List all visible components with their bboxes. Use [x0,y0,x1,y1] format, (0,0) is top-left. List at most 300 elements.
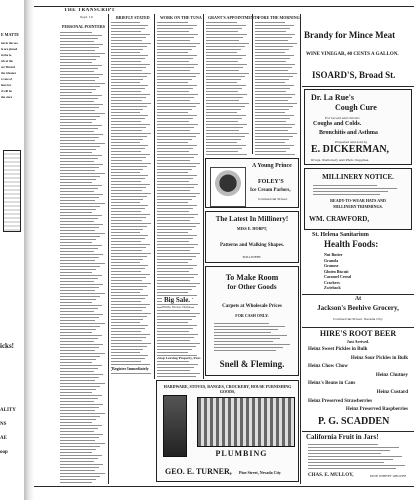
text-line [111,352,140,353]
text-line [111,64,150,65]
text-line [60,302,92,303]
list-item: AE [0,436,7,441]
text-line [206,49,241,50]
text-line [60,275,102,276]
text-line [60,305,102,306]
col1-text [60,32,106,484]
text-line [308,453,381,454]
text-line [111,103,151,104]
text-line [157,31,189,32]
text-line [255,85,294,86]
jackson-sub: Commercial Street, Nevada City. [333,317,383,321]
text-line [157,94,198,95]
make-room-footer: Snell & Fleming. [219,359,285,369]
larue-product: Cough Cure [335,103,377,112]
text-line [111,256,147,257]
text-line [206,121,238,122]
text-line [60,464,103,465]
text-line [111,109,143,110]
text-line [60,176,100,177]
text-line [111,358,145,359]
text-line [60,188,98,189]
text-line [111,31,141,32]
text-line [111,313,151,314]
text-line [60,191,94,192]
left-strip-bottom [0,404,24,460]
text-line [111,127,146,128]
text-line [157,217,194,218]
text-line [206,106,245,107]
text-line [60,65,102,66]
text-line [111,184,150,185]
text-line [60,239,96,240]
text-line [111,304,150,305]
text-line [255,127,292,128]
text-line [60,299,96,300]
text-line [60,320,95,321]
text-line [111,343,151,344]
text-line [111,163,151,164]
text-line [60,131,94,132]
text-line [206,46,245,47]
text-line [60,77,99,78]
text-line [60,314,103,315]
text-line [255,73,297,74]
text-line [111,232,140,233]
text-line [60,32,92,33]
text-line [111,133,151,134]
text-line [60,140,95,141]
text-line [111,298,145,299]
text-line [60,422,92,423]
text-line [214,326,285,327]
text-line [60,461,94,462]
text-line [60,290,95,291]
text-line [111,52,140,53]
top-border [34,6,414,7]
text-line [111,346,147,347]
text-line [60,389,96,390]
text-line [157,187,194,188]
text-line [313,188,397,189]
text-line [214,332,271,333]
california-dealer: CHAS. E. MULLOY, [308,473,354,478]
text-line [111,28,145,29]
text-line [111,208,145,209]
text-line [111,40,142,41]
text-line [60,449,96,450]
text-line [255,25,294,26]
text-line [157,376,196,377]
text-line [60,107,99,108]
text-line [157,118,193,119]
text-line [157,103,200,104]
text-line [60,263,105,264]
text-line [157,250,190,251]
text-line [206,73,249,74]
col-rule-5 [300,14,301,484]
text-line [157,52,188,53]
millinery-notice-ad [304,168,412,230]
text-line [60,146,100,147]
text-line [206,136,245,137]
text-line [60,323,105,324]
text-line [111,364,150,365]
text-line [255,112,285,113]
text-line [157,130,190,131]
text-line [206,67,243,68]
text-line [111,289,143,290]
text-line [157,61,189,62]
list-item: ich of the [1,59,13,63]
text-line [157,34,198,35]
text-line [60,143,105,144]
text-line [111,247,146,248]
text-line [60,95,102,96]
text-line [206,79,241,80]
text-line [157,286,196,287]
text-line [111,190,142,191]
text-line [157,190,190,191]
millinery-notice-title: MILLINERY NOTICE. [322,173,394,181]
text-line [157,160,190,161]
latest-millinery-ad [205,211,299,263]
text-line [60,59,96,60]
hardware-address: Pine Street, Nevada City [239,470,281,475]
text-line [313,185,377,186]
text-line [206,109,241,110]
text-line [111,34,150,35]
text-line [206,112,237,113]
text-line [206,58,242,59]
text-line [111,229,143,230]
text-line [157,235,197,236]
col4-text [206,22,250,157]
text-line [111,259,143,260]
text-line [60,47,99,48]
text-line [157,151,189,152]
text-line [111,172,140,173]
text-line [60,446,100,447]
text-line [60,272,92,273]
text-line [255,58,290,59]
text-line [157,337,194,338]
millinery-notice-line1: READY-TO-WEAR HATS AND [330,198,386,203]
text-line [206,130,239,131]
text-line [60,386,100,387]
list-item: Caramel Cereal [324,274,352,279]
text-line [60,134,103,135]
text-line [157,28,193,29]
left-strip-ornament [3,150,21,232]
text-line [111,178,145,179]
text-line [60,80,95,81]
text-line [60,179,96,180]
text-line [111,112,140,113]
col-rule-1 [108,14,109,484]
text-line [60,353,105,354]
text-line [157,172,188,173]
text-line [206,82,237,83]
text-line [60,338,98,339]
millinery-notice-text [313,185,405,195]
text-line [157,334,198,335]
text-line [111,25,148,26]
text-line [60,104,103,105]
text-line [157,115,197,116]
text-line [111,157,146,158]
register-notice: Register Immediately [112,366,149,371]
hardware-ad [156,380,299,482]
list-item: Heinz Chutney [375,372,408,378]
text-line [255,154,295,155]
text-line [111,316,147,317]
make-room-title2: for Other Goods [227,283,277,291]
text-line [206,97,243,98]
text-line [157,85,197,86]
ice-cream-illustration [210,167,246,207]
text-line [206,37,243,38]
text-line [111,262,140,263]
text-line [60,437,99,438]
text-line [111,193,151,194]
california-details [308,444,408,470]
text-line [206,52,237,53]
col3-heading: WORK ON THE TUNA [160,15,202,20]
larue-name: Dr. La Rue's [311,93,355,102]
text-line [308,447,399,448]
text-line [60,293,105,294]
text-line [60,347,99,348]
list-item: a vote of [1,77,12,81]
list-item: Heinz Chow Chow [308,364,349,370]
list-item: Heinz Sour Pickles in Bulk [350,355,408,361]
text-line [111,280,142,281]
text-line [157,97,194,98]
text-line [60,329,96,330]
text-line [60,410,95,411]
text-line [111,205,148,206]
text-line [60,98,98,99]
text-line [111,79,143,80]
text-line [111,334,150,335]
text-line [111,271,141,272]
text-line [157,361,189,362]
text-line [206,118,242,119]
text-line [206,145,246,146]
text-line [111,340,142,341]
text-line [60,470,95,471]
text-line [157,370,190,371]
text-line [255,103,297,104]
text-line [255,124,295,125]
col-rule-3 [203,14,204,379]
text-line [60,356,100,357]
text-line [60,359,96,360]
storage-notice: Stop Leaving Property, Furs [158,356,201,360]
text-line [214,347,283,348]
text-line [157,37,194,38]
text-line [255,82,285,83]
text-line [157,283,200,284]
text-line [157,316,196,317]
text-line [157,241,189,242]
text-line [111,145,148,146]
text-line [157,145,197,146]
text-line [111,268,145,269]
text-line [111,274,150,275]
text-line [255,40,288,41]
text-line [157,325,197,326]
hires-dealer: P. G. SCADDEN [318,416,390,427]
text-line [157,268,193,269]
list-item: in the lo [1,53,12,57]
young-prince-title: A Young Prince [252,163,292,169]
text-line [214,323,269,324]
left-strip-header: E MATTE [1,32,20,37]
text-line [157,178,193,179]
text-line [308,444,378,445]
text-line [60,149,96,150]
text-line [60,152,92,153]
text-line [111,220,142,221]
list-item: Granola [324,257,339,263]
text-line [157,232,188,233]
hires-title: HIRE'S ROOT BEER [319,329,397,338]
list-item: Granose [324,263,339,268]
california-title: California Fruit in Jars! [306,433,379,441]
text-line [206,154,247,155]
text-line [206,55,246,56]
text-line [206,142,237,143]
list-item: ine in the sea [1,41,18,45]
text-line [60,281,94,282]
text-line [214,350,276,351]
larue-line2: Coughs and Colds. [313,121,362,127]
text-line [157,214,198,215]
text-line [157,49,192,50]
text-line [255,151,286,152]
text-line [214,329,278,330]
page-fold [24,0,34,500]
make-room-cash: FOR CASH ONLY. [235,313,269,318]
text-line [157,181,189,182]
text-line [60,467,99,468]
text-line [111,295,148,296]
text-line [60,56,100,57]
st-helena-title: St. Helena Sanitarium [312,232,369,238]
text-line [157,22,188,23]
big-sale-sub: White Stone China [162,305,191,309]
text-line [157,280,190,281]
text-line [111,139,143,140]
text-line [206,25,246,26]
text-line [157,193,200,194]
text-line [111,238,145,239]
text-line [111,166,147,167]
text-line [60,440,95,441]
text-line [157,136,196,137]
text-line [157,166,196,167]
text-line [157,40,190,41]
text-line [255,67,292,68]
text-line [111,373,151,374]
text-line [157,100,190,101]
text-line [308,450,390,451]
text-line [157,262,188,263]
text-line [157,364,198,365]
text-line [157,67,194,68]
text-line [111,136,147,137]
millinery-notice-name: WM. CRAWFORD, [309,215,370,223]
list-item: Heinz Preserved Strawberries [308,398,373,404]
text-line [60,362,92,363]
text-line [60,41,94,42]
text-line [255,133,297,134]
right-rule-3 [302,327,414,328]
text-line [60,86,100,87]
text-line [255,148,290,149]
text-line [255,61,286,62]
text-line [60,251,94,252]
text-line [60,473,105,474]
millinery-notice-line2: MILLINERY TRIMMINGS. [333,204,383,209]
hires-sub: Just Arrived. [346,339,370,344]
text-line [111,97,146,98]
text-line [255,130,288,131]
text-line [111,73,151,74]
text-line [111,202,140,203]
text-line [60,413,105,414]
text-line [157,253,200,254]
text-line [111,214,150,215]
text-line [111,70,142,71]
text-line [157,352,188,353]
text-line [157,289,192,290]
text-line [111,217,146,218]
text-line [60,137,99,138]
text-line [60,287,99,288]
st-helena-ad [304,232,412,294]
text-line [111,169,143,170]
text-line [111,151,141,152]
text-line [157,277,194,278]
text-line [60,383,105,384]
text-line [157,247,194,248]
text-line [206,40,239,41]
list-item: oop [0,450,8,455]
text-line [60,398,98,399]
text-line [157,310,190,311]
text-line [60,161,94,162]
text-line [157,196,196,197]
text-line [60,434,103,435]
text-line [157,169,192,170]
text-line [111,187,146,188]
text-line [255,52,285,53]
hardware-title: HARDWARE, STOVES, RANGES, CROCKERY, HOUSE FURNISHING GOODS, [163,384,292,394]
text-line [206,43,249,44]
text-line [157,139,192,140]
text-line [111,199,143,200]
text-line [157,346,196,347]
text-line [60,458,98,459]
text-line [157,58,193,59]
text-line [60,125,102,126]
text-line [111,292,140,293]
make-room-ad [205,266,299,376]
text-line [157,43,200,44]
